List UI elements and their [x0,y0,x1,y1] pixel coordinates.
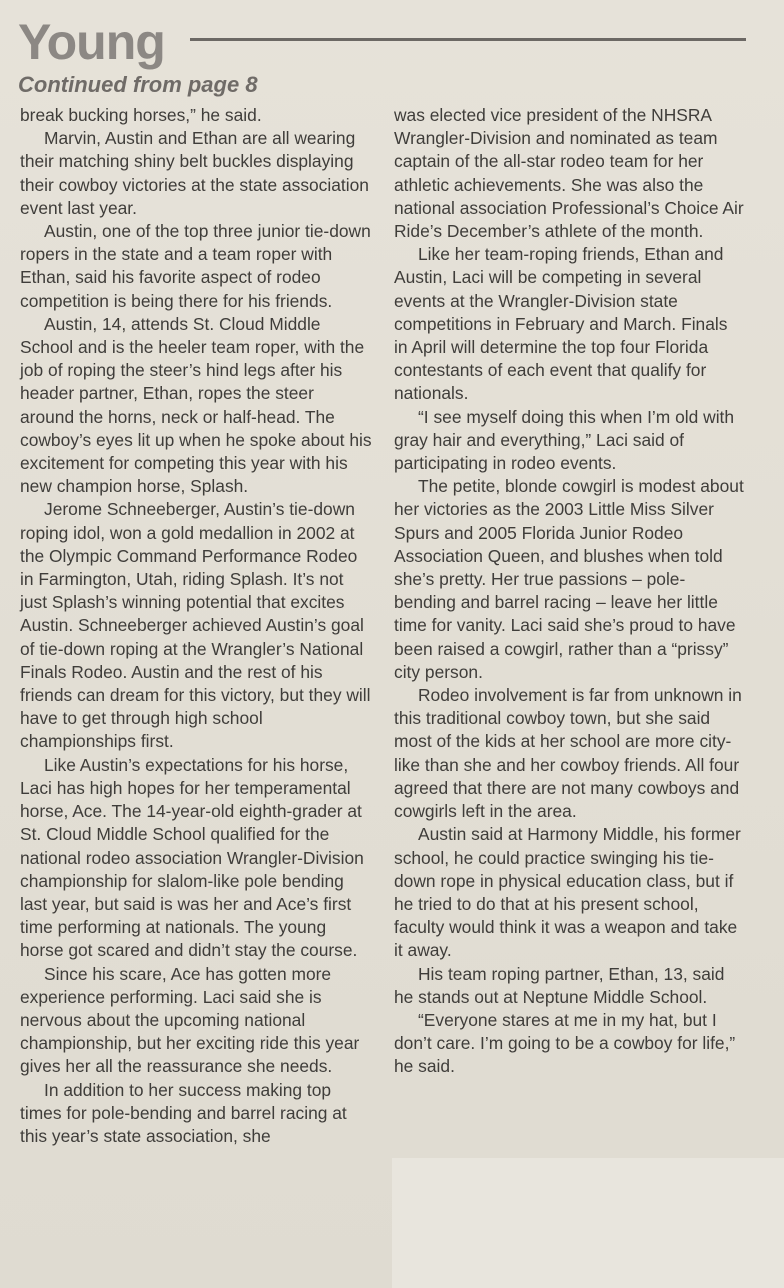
paragraph: Austin, one of the top three junior tie-down ropers in the state and a team roper with Ethan, said his favorite aspect of rodeo competition is being there for his friends. [20,221,371,311]
right-column [394,104,744,1079]
headline-rule [190,38,746,41]
headline: Young [18,14,165,70]
paragraph: Rodeo involvement is far from unknown in this traditional cowboy town, but she said most of the kids at her school are more city-like than she and her cowboy friends. All four agreed that there are not many cowboys and cowgirls left in the area. [394,685,742,822]
paragraph: In addition to her success making top times for pole-bending and barrel racing at this year’s state association, she [20,1079,347,1146]
paragraph: Austin, 14, attends St. Cloud Middle School and is the heeler team roper, with the job of roping the steer’s hind legs after his header partner, Ethan, ropes the steer around the horns, neck or half-head. The cowboy’s eyes lit up when he spoke about his excitement for competing this year with his new champion horse, Splash. [20,313,372,497]
left-column [20,104,372,1148]
paragraph: Like her team-roping friends, Ethan and Austin, Laci will be competing in several events at the Wrangler-Division state competitions in February and March. Finals in April will determine the top four Florida contestants of each event that qualify for nationals. [394,244,728,404]
paragraph: “I see myself doing this when I’m old with gray hair and everything,” Laci said of participating in rodeo events. [394,406,735,474]
article-header [18,14,758,100]
paragraph: Marvin, Austin and Ethan are all wearing their matching shiny belt buckles displaying their cowboy victories at the state association event last year. [20,128,369,218]
paragraph: The petite, blonde cowgirl is modest about her victories as the 2003 Little Miss Silver Spurs and 2005 Florida Junior Rodeo Association Queen, and blushes when told she’s pretty. Her true passions – pole-bending and barrel racing – leave her little time for vanity. Laci said she’s proud to have been raised a cowgirl, rather than a “prissy” city person. [394,476,744,682]
paragraph: Like Austin’s expectations for his horse, Laci has high hopes for her temperamental horse, Ace. The 14-year-old eighth-grader at St. Cloud Middle School qualified for the national rodeo association Wrangler-Division championship for slalom-like pole bending last year, but said is was her and Ace’s first time performing at nationals. The young horse got scared and didn’t stay the course. [20,754,364,961]
paragraph: Jerome Schneeberger, Austin’s tie-down roping idol, won a gold medallion in 2002 at the Olympic Command Performance Rodeo in Farmington, Utah, riding Splash. It’s not just Splash’s winning potential that excites Austin. Schneeberger achieved Austin’s goal of tie-down roping at the Wrangler’s National Finals Rodeo. Austin and the rest of his friends can dream for this victory, but they will have to get through high school championships first. [20,499,371,752]
paragraph: “Everyone stares at me in my hat, but I don’t care. I’m going to be a cowboy for life,” he said. [394,1009,736,1077]
paragraph: His team roping partner, Ethan, 13, said he stands out at Neptune Middle School. [394,963,725,1007]
blank-area [392,1158,784,1288]
paragraph: was elected vice president of the NHSRA Wrangler-Division and nominated as team captain of the all-star rodeo team for her athletic achievements. She was also the national association Professional’s Choice Air Ride’s December’s athlete of the month. [394,105,744,242]
paragraph: break bucking horses,” he said. [20,105,262,125]
paragraph: Since his scare, Ace has gotten more experience performing. Laci said she is nervous about the upcoming national championship, but her exciting ride this year gives her all the reassurance she needs. [20,963,360,1077]
paragraph: Austin said at Harmony Middle, his former school, he could practice swinging his tie-down rope in physical education class, but if he tried to do that at his present school, faculty would think it was a weapon and take it away. [394,824,741,961]
jumpline: Continued from page 8 [18,72,258,97]
